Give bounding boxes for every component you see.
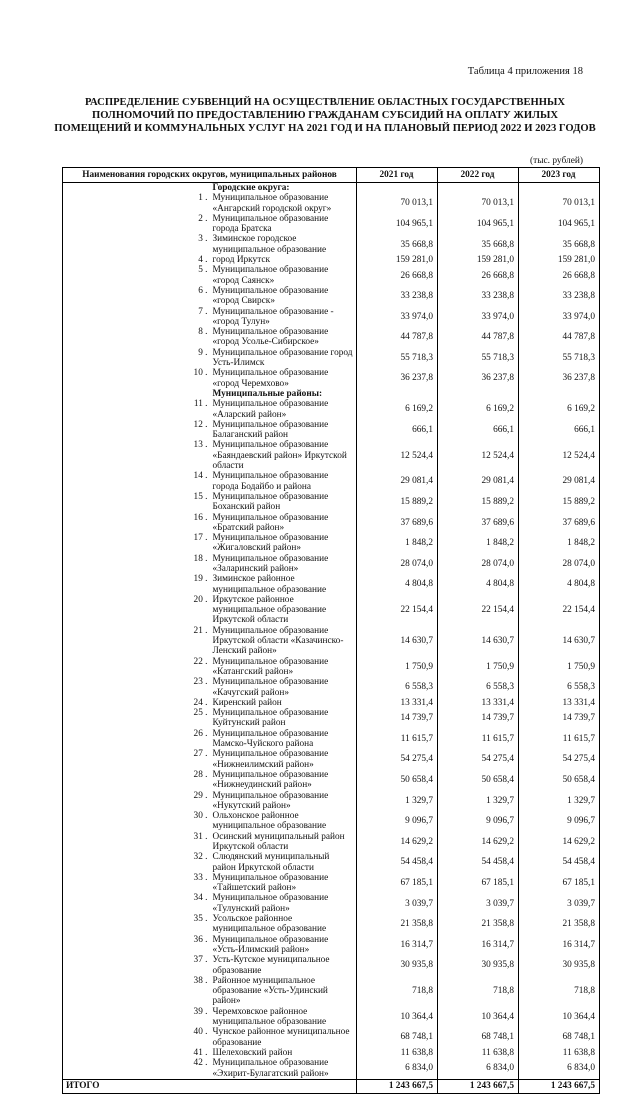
municipality-name: Муниципальное образование Мамско-Чуйского района: [210, 729, 357, 750]
table-row: [63, 873, 600, 894]
municipality-name: Муниципальное образование «Заларинский район»: [210, 554, 357, 575]
section-label: Городские округа:: [210, 183, 357, 194]
value-2021: 44 787,8: [357, 327, 438, 348]
row-number: [63, 389, 210, 399]
municipality-name: Муниципальное образование «Ангарский городской округ»: [210, 193, 357, 214]
value-2023: 37 689,6: [519, 513, 600, 534]
row-number: 3 .: [63, 234, 210, 255]
row-number: 23 .: [63, 677, 210, 698]
value-2022: 666,1: [438, 420, 519, 441]
row-number: 31 .: [63, 832, 210, 853]
value-2021: 14 630,7: [357, 626, 438, 657]
table-row: [63, 368, 600, 389]
value-2021: 54 275,4: [357, 749, 438, 770]
value-2023: 11 638,8: [519, 1048, 600, 1058]
value-2021: 159 281,0: [357, 255, 438, 265]
value-2021: 67 185,1: [357, 873, 438, 894]
value-2022: 37 689,6: [438, 513, 519, 534]
row-number: 8 .: [63, 327, 210, 348]
municipality-name: Усть-Кутское муниципальное образование: [210, 955, 357, 976]
value-2021: 718,8: [357, 976, 438, 1007]
value-2023: 14 739,7: [519, 708, 600, 729]
column-header-2023: 2023 год: [519, 168, 600, 183]
value-2023: 1 329,7: [519, 791, 600, 812]
table-row: [63, 1027, 600, 1048]
row-number: 35 .: [63, 914, 210, 935]
row-number: 39 .: [63, 1007, 210, 1028]
empty-cell: [519, 183, 600, 194]
value-2021: 14 629,2: [357, 832, 438, 853]
value-2023: 4 804,8: [519, 574, 600, 595]
value-2023: 68 748,1: [519, 1027, 600, 1048]
table-body: [63, 183, 600, 1080]
municipality-name: Муниципальное образование города Братска: [210, 214, 357, 235]
appendix-note: Таблица 4 приложения 18: [467, 66, 583, 77]
table-row: [63, 193, 600, 214]
value-2022: 33 238,8: [438, 286, 519, 307]
value-2021: 6 834,0: [357, 1058, 438, 1079]
value-2022: 6 834,0: [438, 1058, 519, 1079]
value-2021: 10 364,4: [357, 1007, 438, 1028]
title-line: РАСПРЕДЕЛЕНИЕ СУБВЕНЦИЙ НА ОСУЩЕСТВЛЕНИЕ ОБЛАСТНЫХ ГОСУДАРСТВЕННЫХ: [84, 97, 566, 108]
value-2022: 1 329,7: [438, 791, 519, 812]
value-2022: 1 848,2: [438, 533, 519, 554]
total-label: ИТОГО: [63, 1079, 357, 1093]
row-number: [63, 183, 210, 194]
municipality-name: Муниципальное образование «город Саянск»: [210, 265, 357, 286]
table-row: [63, 708, 600, 729]
value-2023: 67 185,1: [519, 873, 600, 894]
municipality-name: Муниципальное образование «город Усолье-Сибирское»: [210, 327, 357, 348]
value-2022: 36 237,8: [438, 368, 519, 389]
table-row: [63, 574, 600, 595]
municipality-name: Муниципальное образование «Качугский район»: [210, 677, 357, 698]
section-header-row: [63, 389, 600, 399]
municipality-name: Муниципальное образование «Тайшетский район»: [210, 873, 357, 894]
municipality-name: Муниципальное образование «Катангский район»: [210, 657, 357, 678]
column-header-name: Наименования городских округов, муниципальных районов: [63, 168, 357, 183]
row-number: 9 .: [63, 348, 210, 369]
value-2023: 6 834,0: [519, 1058, 600, 1079]
total-row: [63, 1079, 600, 1093]
row-number: 25 .: [63, 708, 210, 729]
value-2022: 718,8: [438, 976, 519, 1007]
value-2021: 29 081,4: [357, 471, 438, 492]
table-row: [63, 255, 600, 265]
municipality-name: Зиминское городское муниципальное образование: [210, 234, 357, 255]
value-2022: 14 630,7: [438, 626, 519, 657]
table-row: [63, 1048, 600, 1058]
empty-cell: [357, 183, 438, 194]
row-number: 29 .: [63, 791, 210, 812]
municipality-name: Ольхонское районное муниципальное образование: [210, 811, 357, 832]
value-2023: 6 558,3: [519, 677, 600, 698]
value-2021: 55 718,3: [357, 348, 438, 369]
total-2021: 1 243 667,5: [357, 1079, 438, 1093]
municipality-name: Муниципальное образование «Братский район»: [210, 513, 357, 534]
row-number: 41 .: [63, 1048, 210, 1058]
table-row: [63, 677, 600, 698]
row-number: 37 .: [63, 955, 210, 976]
row-number: 38 .: [63, 976, 210, 1007]
table-row: [63, 492, 600, 513]
value-2021: 4 804,8: [357, 574, 438, 595]
value-2021: 54 458,4: [357, 852, 438, 873]
value-2021: 21 358,8: [357, 914, 438, 935]
municipality-name: город Иркутск: [210, 255, 357, 265]
table-row: [63, 595, 600, 626]
value-2023: 14 630,7: [519, 626, 600, 657]
row-number: 17 .: [63, 533, 210, 554]
value-2021: 16 314,7: [357, 935, 438, 956]
table-row: [63, 307, 600, 328]
value-2021: 70 013,1: [357, 193, 438, 214]
value-2023: 15 889,2: [519, 492, 600, 513]
table-row: [63, 976, 600, 1007]
value-2023: 9 096,7: [519, 811, 600, 832]
table-header-row: [63, 168, 600, 183]
municipality-name: Муниципальное образование «Нижнеудинский район»: [210, 770, 357, 791]
row-number: 13 .: [63, 440, 210, 471]
value-2021: 6 169,2: [357, 399, 438, 420]
table-row: [63, 893, 600, 914]
value-2023: 11 615,7: [519, 729, 600, 750]
value-2023: 54 275,4: [519, 749, 600, 770]
value-2022: 26 668,8: [438, 265, 519, 286]
municipality-name: Иркутское районное муниципальное образование Иркутской области: [210, 595, 357, 626]
municipality-name: Муниципальное образование «Усть-Илимский район»: [210, 935, 357, 956]
value-2023: 3 039,7: [519, 893, 600, 914]
table-row: [63, 852, 600, 873]
row-number: 24 .: [63, 698, 210, 708]
table-row: [63, 657, 600, 678]
value-2023: 14 629,2: [519, 832, 600, 853]
row-number: 34 .: [63, 893, 210, 914]
value-2021: 26 668,8: [357, 265, 438, 286]
row-number: 14 .: [63, 471, 210, 492]
municipality-name: Муниципальное образование города Бодайбо и района: [210, 471, 357, 492]
value-2022: 67 185,1: [438, 873, 519, 894]
table-row: [63, 286, 600, 307]
municipality-name: Слюдянский муниципальный район Иркутской области: [210, 852, 357, 873]
municipality-name: Муниципальное образование - «город Тулун»: [210, 307, 357, 328]
value-2022: 70 013,1: [438, 193, 519, 214]
value-2023: 28 074,0: [519, 554, 600, 575]
value-2022: 104 965,1: [438, 214, 519, 235]
value-2021: 1 750,9: [357, 657, 438, 678]
municipality-name: Зиминское районное муниципальное образование: [210, 574, 357, 595]
value-2022: 21 358,8: [438, 914, 519, 935]
municipality-name: Муниципальное образование «Жигаловский район»: [210, 533, 357, 554]
municipality-name: Муниципальное образование Боханский район: [210, 492, 357, 513]
municipality-name: Муниципальное образование «Нукутский район»: [210, 791, 357, 812]
value-2021: 1 848,2: [357, 533, 438, 554]
table-row: [63, 533, 600, 554]
value-2021: 11 615,7: [357, 729, 438, 750]
row-number: 10 .: [63, 368, 210, 389]
value-2023: 1 848,2: [519, 533, 600, 554]
row-number: 2 .: [63, 214, 210, 235]
document-title: [50, 96, 600, 135]
value-2022: 159 281,0: [438, 255, 519, 265]
row-number: 4 .: [63, 255, 210, 265]
table-row: [63, 914, 600, 935]
value-2023: 70 013,1: [519, 193, 600, 214]
value-2022: 55 718,3: [438, 348, 519, 369]
value-2021: 35 668,8: [357, 234, 438, 255]
value-2023: 29 081,4: [519, 471, 600, 492]
table-row: [63, 832, 600, 853]
title-line: ПОМЕЩЕНИЙ И КОММУНАЛЬНЫХ УСЛУГ НА 2021 ГОД И НА ПЛАНОВЫЙ ПЕРИОД 2022 И 2023 ГОДОВ: [54, 123, 596, 134]
row-number: 32 .: [63, 852, 210, 873]
table-row: [63, 327, 600, 348]
table-row: [63, 791, 600, 812]
municipality-name: Муниципальное образование «Баяндаевский район» Иркутской области: [210, 440, 357, 471]
value-2023: 1 750,9: [519, 657, 600, 678]
table-row: [63, 234, 600, 255]
value-2022: 9 096,7: [438, 811, 519, 832]
value-2022: 14 629,2: [438, 832, 519, 853]
value-2022: 4 804,8: [438, 574, 519, 595]
value-2022: 68 748,1: [438, 1027, 519, 1048]
row-number: 1 .: [63, 193, 210, 214]
value-2022: 6 558,3: [438, 677, 519, 698]
value-2021: 36 237,8: [357, 368, 438, 389]
table-row: [63, 698, 600, 708]
value-2021: 9 096,7: [357, 811, 438, 832]
table-row: [63, 420, 600, 441]
value-2023: 35 668,8: [519, 234, 600, 255]
row-number: 42 .: [63, 1058, 210, 1079]
value-2023: 12 524,4: [519, 440, 600, 471]
empty-cell: [438, 389, 519, 399]
value-2021: 28 074,0: [357, 554, 438, 575]
row-number: 26 .: [63, 729, 210, 750]
row-number: 12 .: [63, 420, 210, 441]
value-2021: 666,1: [357, 420, 438, 441]
value-2022: 11 638,8: [438, 1048, 519, 1058]
value-2021: 50 658,4: [357, 770, 438, 791]
value-2022: 54 458,4: [438, 852, 519, 873]
row-number: 40 .: [63, 1027, 210, 1048]
column-header-2021: 2021 год: [357, 168, 438, 183]
units-note: (тыс. рублей): [529, 156, 583, 166]
column-header-2022: 2022 год: [438, 168, 519, 183]
municipality-name: Муниципальное образование Куйтунский район: [210, 708, 357, 729]
table-row: [63, 1058, 600, 1079]
table-row: [63, 729, 600, 750]
value-2023: 159 281,0: [519, 255, 600, 265]
table-row: [63, 399, 600, 420]
row-number: 22 .: [63, 657, 210, 678]
row-number: 6 .: [63, 286, 210, 307]
value-2023: 50 658,4: [519, 770, 600, 791]
value-2023: 10 364,4: [519, 1007, 600, 1028]
value-2021: 12 524,4: [357, 440, 438, 471]
value-2022: 28 074,0: [438, 554, 519, 575]
value-2023: 6 169,2: [519, 399, 600, 420]
table-row: [63, 440, 600, 471]
total-2022: 1 243 667,5: [438, 1079, 519, 1093]
value-2023: 33 974,0: [519, 307, 600, 328]
value-2022: 6 169,2: [438, 399, 519, 420]
row-number: 11 .: [63, 399, 210, 420]
value-2022: 3 039,7: [438, 893, 519, 914]
value-2023: 54 458,4: [519, 852, 600, 873]
empty-cell: [357, 389, 438, 399]
table-row: [63, 513, 600, 534]
row-number: 19 .: [63, 574, 210, 595]
value-2022: 33 974,0: [438, 307, 519, 328]
value-2023: 44 787,8: [519, 327, 600, 348]
table-row: [63, 955, 600, 976]
row-number: 16 .: [63, 513, 210, 534]
total-2023: 1 243 667,5: [519, 1079, 600, 1093]
value-2021: 33 974,0: [357, 307, 438, 328]
value-2023: 21 358,8: [519, 914, 600, 935]
row-number: 30 .: [63, 811, 210, 832]
municipality-name: Муниципальное образование «город Свирск»: [210, 286, 357, 307]
municipality-name: Киренский район: [210, 698, 357, 708]
table-row: [63, 626, 600, 657]
row-number: 15 .: [63, 492, 210, 513]
value-2021: 22 154,4: [357, 595, 438, 626]
value-2021: 1 329,7: [357, 791, 438, 812]
value-2023: 16 314,7: [519, 935, 600, 956]
municipality-name: Муниципальное образование «Нижнеилимский район»: [210, 749, 357, 770]
value-2021: 30 935,8: [357, 955, 438, 976]
value-2022: 12 524,4: [438, 440, 519, 471]
municipality-name: Осинский муниципальный район Иркутской области: [210, 832, 357, 853]
municipality-name: Чунское районное муниципальное образование: [210, 1027, 357, 1048]
municipality-name: Муниципальное образование «Эхирит-Булагатский район»: [210, 1058, 357, 1079]
value-2023: 33 238,8: [519, 286, 600, 307]
value-2021: 14 739,7: [357, 708, 438, 729]
value-2021: 37 689,6: [357, 513, 438, 534]
table-row: [63, 749, 600, 770]
value-2022: 1 750,9: [438, 657, 519, 678]
table-row: [63, 554, 600, 575]
value-2022: 16 314,7: [438, 935, 519, 956]
value-2021: 15 889,2: [357, 492, 438, 513]
table-row: [63, 1007, 600, 1028]
municipality-name: Муниципальное образование «Тулунский район»: [210, 893, 357, 914]
value-2023: 718,8: [519, 976, 600, 1007]
row-number: 21 .: [63, 626, 210, 657]
value-2022: 14 739,7: [438, 708, 519, 729]
table-row: [63, 811, 600, 832]
value-2022: 35 668,8: [438, 234, 519, 255]
value-2023: 22 154,4: [519, 595, 600, 626]
municipality-name: Муниципальное образование город Усть-Илимск: [210, 348, 357, 369]
row-number: 7 .: [63, 307, 210, 328]
value-2021: 104 965,1: [357, 214, 438, 235]
value-2021: 13 331,4: [357, 698, 438, 708]
table-row: [63, 265, 600, 286]
value-2023: 13 331,4: [519, 698, 600, 708]
row-number: 36 .: [63, 935, 210, 956]
value-2021: 11 638,8: [357, 1048, 438, 1058]
value-2022: 10 364,4: [438, 1007, 519, 1028]
municipality-name: Шелеховский район: [210, 1048, 357, 1058]
municipality-name: Районное муниципальное образование «Усть-Удинский район»: [210, 976, 357, 1007]
value-2021: 3 039,7: [357, 893, 438, 914]
section-header-row: [63, 183, 600, 194]
row-number: 18 .: [63, 554, 210, 575]
row-number: 27 .: [63, 749, 210, 770]
value-2023: 666,1: [519, 420, 600, 441]
value-2023: 55 718,3: [519, 348, 600, 369]
municipality-name: Усольское районное муниципальное образование: [210, 914, 357, 935]
value-2022: 50 658,4: [438, 770, 519, 791]
value-2021: 6 558,3: [357, 677, 438, 698]
value-2023: 36 237,8: [519, 368, 600, 389]
value-2021: 33 238,8: [357, 286, 438, 307]
table-row: [63, 770, 600, 791]
empty-cell: [438, 183, 519, 194]
value-2022: 22 154,4: [438, 595, 519, 626]
municipality-name: Муниципальное образование Иркутской области «Казачинско-Ленский район»: [210, 626, 357, 657]
municipality-name: Муниципальное образование «Аларский район»: [210, 399, 357, 420]
row-number: 28 .: [63, 770, 210, 791]
value-2022: 54 275,4: [438, 749, 519, 770]
subvention-table: [62, 167, 600, 1094]
value-2022: 29 081,4: [438, 471, 519, 492]
table-row: [63, 348, 600, 369]
value-2023: 30 935,8: [519, 955, 600, 976]
row-number: 20 .: [63, 595, 210, 626]
value-2021: 68 748,1: [357, 1027, 438, 1048]
municipality-name: Черемховское районное муниципальное образование: [210, 1007, 357, 1028]
municipality-name: Муниципальное образование «город Черемхово»: [210, 368, 357, 389]
value-2022: 13 331,4: [438, 698, 519, 708]
section-label: Муниципальные районы:: [210, 389, 357, 399]
value-2022: 30 935,8: [438, 955, 519, 976]
value-2022: 11 615,7: [438, 729, 519, 750]
table-row: [63, 935, 600, 956]
empty-cell: [519, 389, 600, 399]
table-row: [63, 214, 600, 235]
municipality-name: Муниципальное образование Балаганский район: [210, 420, 357, 441]
value-2023: 26 668,8: [519, 265, 600, 286]
table-row: [63, 471, 600, 492]
row-number: 33 .: [63, 873, 210, 894]
row-number: 5 .: [63, 265, 210, 286]
title-line: ПОЛНОМОЧИЙ ПО ПРЕДОСТАВЛЕНИЮ ГРАЖДАНАМ СУБСИДИЙ НА ОПЛАТУ ЖИЛЫХ: [91, 110, 559, 121]
value-2023: 104 965,1: [519, 214, 600, 235]
value-2022: 15 889,2: [438, 492, 519, 513]
value-2022: 44 787,8: [438, 327, 519, 348]
